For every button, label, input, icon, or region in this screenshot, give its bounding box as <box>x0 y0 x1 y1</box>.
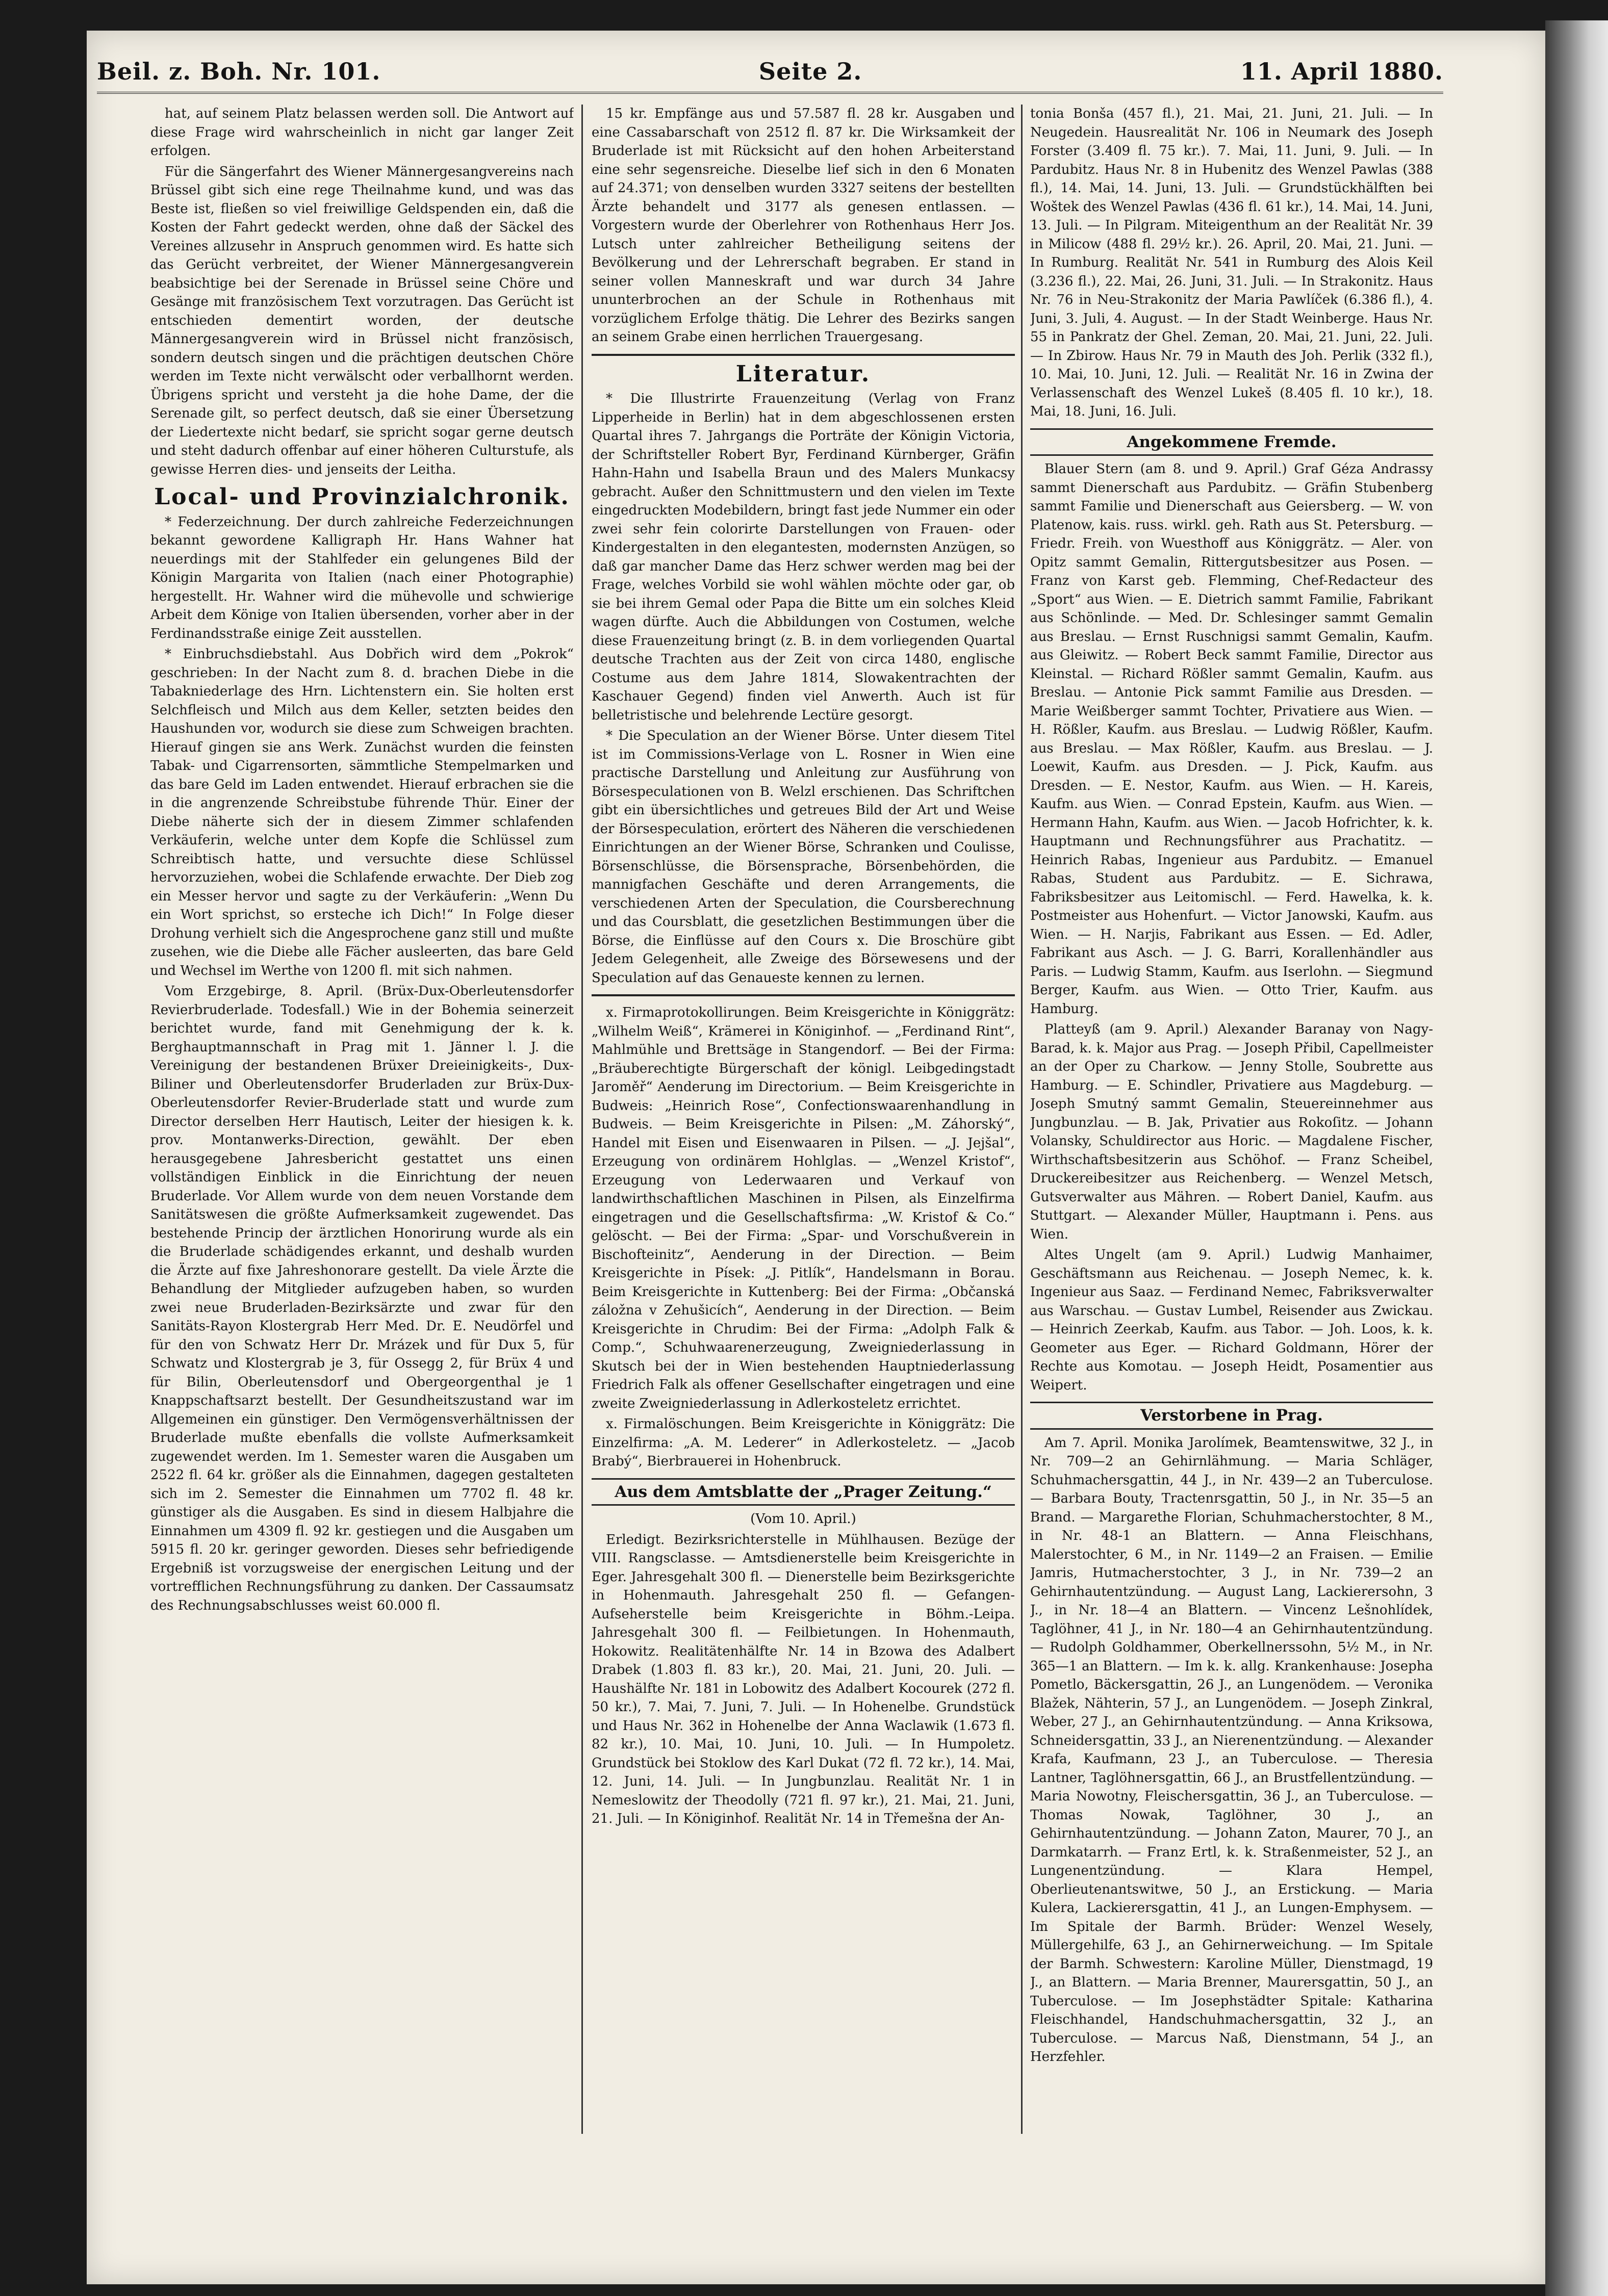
article-paragraph: x. Firmaprotokollirungen. Beim Kreisgerichte in Königgrätz: „Wilhelm Weiß“, Krämerei in Königinhof. — „Ferdinand Rint“, Mahlmühle und Brettsäge in Stangendorf. — Bei der Firma: „Bräuberechtigte Bürgerschaft der königl. Leibgedingstadt Jaroměř“ Aenderung im Directorium. — Beim Kreisgerichte in Budweis: „Heinrich Rose“, Confectionswaarenhandlung in Budweis. — Beim Kreisgerichte in Pilsen: „M. Záhorský“, Handel mit Eisen und Eisenwaaren in Pilsen. — „J. Jejšal“, Erzeugung von ordinärem Hohlglas. — „Wenzel Kristof“, Erzeugung von Lederwaaren und Verkauf von landwirthschaftlichen Maschinen in Pilsen, als Einzelfirma eingetragen und die Gesellschaftsfirma: „W. Kristof & Co.“ gelöscht. — Bei der Firma: „Spar- und Vorschußverein in Bischofteinitz“, Aenderung in der Direction. — Beim Kreisgerichte in Písek: „J. Pitlík“, Handelsmann in Borau. Beim Kreisgerichte in Kuttenberg: Bei der Firma: „Občanská záložna v Zehušicích“, Aenderung in der Direction. — Beim Kreisgerichte in Chrudim: Bei der Firma: „Adolph Falk & Comp.“, Schuhwaarenerzeugung, Zweigniederlassung in Skutsch bei der in Wien bestehenden Hauptniederlassung Friedrich Falk als offener Gesellschafter eingetragen und eine zweite Zweigniederlassung in Adlerkosteletz errichtet. <box>592 1005 1015 1411</box>
article-paragraph: Blauer Stern (am 8. und 9. April.) Graf Géza Andrassy sammt Dienerschaft aus Pardubitz. — Gräfin Stubenberg sammt Familie und Dienerschaft aus Geiersberg. — W. von Platenow, kais. russ. wirkl. geh. Rath aus St. Petersburg. — Friedr. Freih. von Wuesthoff aus Königgrätz. — Aler. von Opitz sammt Gemalin, Rittergutsbesitzer aus Posen. — Franz von Karst geb. Flemming, Chef-Redacteur des „Sport“ aus Wien. — E. Dietrich sammt Familie, Fabrikant aus Schönlinde. — Med. Dr. Schlesinger sammt Gemalin aus Breslau. — Ernst Ruschnigsi sammt Gemalin, Kaufm. aus Gleiwitz. — Robert Beck sammt Familie, Director aus Kleinstal. — Richard Rößler sammt Gemalin, Kaufm. aus Breslau. — Antonie Pick sammt Familie aus Dresden. — Marie Weißberger sammt Tochter, Privatiere aus Wien. — H. Rößler, Kaufm. aus Breslau. — Ludwig Rößler, Kaufm. aus Breslau. — Max Rößler, Kaufm. aus Breslau. — J. Loewit, Kaufm. aus Dresden. — J. Pick, Kaufm. aus Dresden. — E. Nestor, Kaufm. aus Wien. — H. Kareis, Kaufm. aus Wien. — Conrad Epstein, Kaufm. aus Wien. — Hermann Hahn, Kaufm. aus Wien. — Jacob Hofrichter, k. k. Hauptmann und Rechnungsführer aus Prachatitz. — Heinrich Rabas, Ingenieur aus Pardubitz. — Emanuel Rabas, Student aus Pardubitz. — E. Sichrawa, Fabriksbesitzer aus Leitomischl. — Ferd. Hawelka, k. k. Postmeister aus Hohenfurt. — Victor Janowski, Kaufm. aus Wien. — H. Narjis, Fabrikant aus Essen. — Ed. Adler, Fabrikant aus Asch. — J. G. Barri, Korallenhändler aus Paris. — Ludwig Stamm, Kaufm. aus Iserlohn. — Siegmund Berger, Kaufm. aus Wien. — Otto Trier, Kaufm. aus Hamburg. <box>1030 461 1433 1017</box>
column-3 <box>1030 105 1433 2134</box>
article-paragraph: Vom Erzgebirge, 8. April. (Brüx-Dux-Oberleutensdorfer Revierbruderlade. Todesfall.) Wie in der Bohemia seinerzeit berichtet wurde, fand mit Genehmigung der k. k. Berghauptmannschaft in Prag mit 1. Jänner l. J. die Vereinigung der bestandenen Brüxer Dreieinigkeits-, Dux-Biliner und Oberleutensdorfer Bruderladen zur Brüx-Dux-Oberleutensdorfer Revier-Bruderlade statt und wurde zum Director derselben Herr Hautisch, Leiter der hiesigen k. k. prov. Montanwerks-Direction, gewählt. Der eben herausgegebene Jahresbericht gestattet uns einen vollständigen Einblick in die Einrichtung der neuen Bruderlade. Vor Allem wurde von dem neuen Vorstande dem Sanitätswesen die größte Aufmerksamkeit zugewendet. Das bestehende Princip der ärztlichen Honorirung wurde als ein die Bruderlade schädigendes erkannt, und deshalb wurden die Ärzte auf fixe Jahreshonorare gestellt. Da viele Ärzte die Behandlung der Mitglieder aufzugeben haben, so wurden zwei neue Bruderladen-Bezirksärzte und zwar für den Sanitäts-Rayon Klostergrab Herr Med. Dr. E. Neudörfel und für den von Schwatz Herr Dr. Mrázek und für Dux 5, für Schwatz und Klostergrab je 3, für Ossegg 2, für Brüx 4 und für Bilin, Oberleutensdorf und Obergeorgenthal je 1 Knappschaftsarzt bestellt. Der Gesundheitszustand war im Allgemeinen ein günstiger. Den Vermögensverhältnissen der Bruderlade mußte ebenfalls die vollste Aufmerksamkeit zugewendet werden. Im 1. Semester waren die Ausgaben um 2522 fl. 64 kr. größer als die Einnahmen, dagegen gestalteten sich im 2. Semester die Einnahmen um 7702 fl. 48 kr. günstiger als die Ausgaben. Es sind in diesem Halbjahre die Einnahmen um 4309 fl. 92 kr. gestiegen und die Ausgaben um 5915 fl. 20 kr. geringer geworden. Dieses sehr befriedigende Ergebniß ist vorzugsweise der energischen Leitung und der vortrefflichen Rechnungsführung zu danken. Der Cassaumsatz des Rechnungsabschlusses weist 60.000 fl. <box>150 984 574 1613</box>
divider <box>592 994 1015 996</box>
header-issue: Beil. z. Boh. Nr. 101. <box>97 58 381 85</box>
article-paragraph: Platteyß (am 9. April.) Alexander Baranay von Nagy-Barad, k. k. Major aus Prag. — Joseph Přibil, Capellmeister an der Oper zu Charkow. — Jenny Stolle, Soubrette aus Hamburg. — E. Schindler, Privatiere aus Magdeburg. — Joseph Smutný sammt Gemalin, Steuereinnehmer aus Jungbunzlau. — B. Jak, Privatier aus Rokoſitz. — Johann Volansky, Schuldirector aus Horic. — Magdalene Fischer, Wirthschaftsbesitzerin aus Schöhof. — Franz Scheibel, Druckereibesitzer aus Reichenberg. — Wenzel Metsch, Gutsverwalter aus Mähren. — Robert Daniel, Kaufm. aus Stuttgart. — Alexander Müller, Hauptmann i. Pens. aus Wien. <box>1030 1022 1433 1242</box>
article-paragraph: Erledigt. Bezirksrichterstelle in Mühlhausen. Bezüge der VIII. Rangsclasse. — Amtsdienerstelle beim Kreisgerichte in Eger. Jahresgehalt 300 fl. — Dienerstelle beim Bezirksgerichte in Hohenmauth. Jahresgehalt 250 fl. — Gefangen-Aufseherstelle beim Kreisgerichte in Böhm.-Leipa. Jahresgehalt 300 fl. — Feilbietungen. In Hohenmauth, Hokowitz. Realitätenhälfte Nr. 14 in Bzowa des Adalbert Drabek (1.803 fl. 83 kr.), 20. Mai, 21. Juni, 20. Juli. — Haushälfte Nr. 181 in Lobowitz des Adalbert Kocourek (272 fl. 50 kr.), 7. Mai, 7. Juni, 7. Juli. — In Hohenelbe. Grundstück und Haus Nr. 362 in Hohenelbe der Anna Waclawik (1.673 fl. 82 kr.), 10. Mai, 10. Juni, 10. Juli. — In Humpoletz. Grundstück bei Stoklow des Karl Dukat (72 fl. 72 kr.), 14. Mai, 12. Juni, 14. Juli. — In Jungbunzlau. Realität Nr. 1 in Nemeslowitz der Theodolly (721 fl. 97 kr.), 21. Mai, 21. Juni, 21. Juli. — In Königinhof. Realität Nr. 14 in Třemešna der An- <box>592 1532 1015 1826</box>
divider <box>592 354 1015 356</box>
article-paragraph: Altes Ungelt (am 9. April.) Ludwig Manhaimer, Geschäftsmann aus Reichenau. — Joseph Nemec, k. k. Ingenieur aus Saaz. — Ferdinand Nemec, Fabriksverwalter aus Warschau. — Gustav Lumbel, Reisender aus Zwickau. — Heinrich Zeerkab, Kaufm. aus Tabor. — Joh. Loos, k. k. Geometer aus Eger. — Richard Goldmann, Hörer der Rechte aus Komotau. — Joseph Heidt, Posamentier aus Weipert. <box>1030 1247 1433 1393</box>
column-2 <box>592 105 1015 2134</box>
article-paragraph: hat, auf seinem Platz belassen werden soll. Die Antwort auf diese Frage wird wahrscheinlich in nicht gar langer Zeit erfolgen. <box>150 106 574 159</box>
article-paragraph: * Federzeichnung. Der durch zahlreiche Federzeichnungen bekannt gewordene Kalligraph Hr. Hans Wahner hat neuerdings mit der Stahlfeder ein gelungenes Bild der Königin Margarita von Italien (nach einer Photographie) hergestellt. Hr. Wahner wird die mühevolle und schwierige Arbeit dem Könige von Italien übersenden, vorher aber in der Ferdinandsstraße einige Zeit ausstellen. <box>150 514 574 641</box>
article-paragraph: * Die Illustrirte Frauenzeitung (Verlag von Franz Lipperheide in Berlin) hat in dem abgeschlossenen ersten Quartal ihres 7. Jahrgangs die Porträte der Königin Victoria, der Schriftsteller Robert Byr, Ferdinand Kürnberger, Gräfin Hahn-Hahn und Isabella Braun und des Malers Munkacsy gebracht. Außer den Schnittmustern und den vielen im Texte eingedruckten Modebildern, bringt fast jede Nummer ein oder zwei sehr fein colorirte Darstellungen von Frauen- oder Kindergestalten in den elegantesten, modernsten Anzügen, so daß gar mancher Dame das Herz schwer werden mag bei der Frage, welches Vorbild sie wohl wählen möchte oder gar, ob sie bei ihrem Gemal oder Papa die Bitte um ein solches Kleid wagen dürfte. Auch die Abbildungen von Costumen, welche diese Frauenzeitung bringt (z. B. in dem vorliegenden Quartal deutsche Trachten aus der Zeit von circa 1480, englische Costume aus dem Jahre 1814, Slowakentrachten der Kaschauer Gegend) finden viel Anwerth. Auch ist für belletristische und belehrende Lectüre gesorgt. <box>592 391 1015 723</box>
section-box-heading: Aus dem Amtsblatte der „Prager Zeitung.“ <box>592 1478 1015 1506</box>
section-heading: Local- und Provinzialchronik. <box>154 484 570 510</box>
page-header <box>97 51 1443 94</box>
article-paragraph: Am 7. April. Monika Jarolímek, Beamtenswitwe, 32 J., in Nr. 709—2 an Gehirnlähmung. — Maria Schläger, Schuhmachersgattin, 44 J., in Nr. 439—2 an Tuberculose. — Barbara Bouty, Tractenrsgattin, 50 J., in Nr. 35—5 an Brand. — Margarethe Florian, Schuhmacherstochter, 8 M., in Nr. 48-1 an Blattern. — Anna Fleischhans, Malerstochter, 6 M., in Nr. 1149—2 an Fraisen. — Emilie Jamris, Hutmacherstochter, 3 J., in Nr. 739—2 an Gehirnhautentzündung. — August Lang, Lackierersohn, 3 J., in Nr. 18—4 an Blattern. — Vincenz Lešnohlídek, Taglöhner, 41 J., in Nr. 180—4 an Gehirnhautentzündung. — Rudolph Goldhammer, Oberkellnerssohn, 5½ M., in Nr. 365—1 an Blattern. — Im k. k. allg. Krankenhause: Josepha Pometlo, Bäckersgattin, 26 J., an Lungenödem. — Veronika Blažek, Nähterin, 57 J., an Lungenödem. — Joseph Zinkral, Weber, 27 J., an Gehirnhautentzündung. — Anna Kriksowa, Schneidersgattin, 33 J., an Nierenentzündung. — Alexander Krafa, Kaufmann, 23 J., an Tuberculose. — Theresia Lantner, Taglöhnersgattin, 66 J., an Brustfellentzündung. — Maria Nowotny, Fleischersgattin, 36 J., an Tuberculose. — Thomas Nowak, Taglöhner, 30 J., an Gehirnhautentzündung. — Johann Zaton, Maurer, 70 J., an Darmkatarrh. — Franz Ertl, k. k. Straßenmeister, 52 J., an Lungenentzündung. — Klara Hempel, Oberlieutenantswitwe, 50 J., an Erstickung. — Maria Kulera, Lackierersgattin, 41 J., an Lungen-Emphysem. — Im Spitale der Barmh. Brüder: Wenzel Wesely, Müllergehilfe, 63 J., an Gehirnerweichung. — Im Spitale der Barmh. Schwestern: Karoline Müller, Dienstmagd, 19 J., an Blattern. — Maria Brenner, Maurersgattin, 50 J., an Tuberculose. — Im Josephstädter Spitale: Katharina Fleischhandel, Handschuhmachersgattin, 32 J., an Tuberculose. — Marcus Naß, Dienstmann, 54 J., an Herzfehler. <box>1030 1435 1433 2065</box>
article-paragraph: x. Firmalöschungen. Beim Kreisgerichte in Königgrätz: Die Einzelfirma: „A. M. Lederer“ in Adlerkosteletz. — „Jacob Brabý“, Bierbrauerei in Hohenbruck. <box>592 1416 1015 1469</box>
article-paragraph: * Einbruchsdiebstahl. Aus Dobřich wird dem „Pokrok“ geschrieben: In der Nacht zum 8. d. brachen Diebe in die Tabakniederlage des Hrn. Lichtenstern ein. Sie holten erst Selchfleisch und Milch aus dem Keller, setzten beides den Haushunden vor, wodurch sie diese zum Schweigen brachten. Hierauf gingen sie ans Werk. Zunächst wurden die feinsten Tabak- und Cigarrensorten, sämmtliche Stempelmarken und das bare Geld im Laden entwendet. Hierauf erbrachen sie die in die angrenzende Schreibstube führende Thür. Einer der Diebe näherte sich der in diesem Zimmer schlafenden Verkäuferin, welche unter dem Kopfe die Schlüssel zum Schreibtisch hatte, und versuchte diese Schlüssel hervorzuziehen, wobei die Schlafende erwachte. Der Dieb zog ein Messer hervor und sagte zu der Verkäuferin: „Wenn Du ein Wort sprichst, so ersteche ich Dich!“ In Folge dieser Drohung verhielt sich die Angesprochene ganz still und mußte zusehen, wie die Diebe alle Fächer ausleerten, das bare Geld und Wechsel im Werthe von 1200 fl. mit sich nahmen. <box>150 647 574 978</box>
article-paragraph: * Die Speculation an der Wiener Börse. Unter diesem Titel ist im Commissions-Verlage von L. Rosner in Wien eine practische Darstellung und Anleitung zur Ausführung von Börsespeculationen von B. Welzl erschienen. Das Schriftchen gibt ein übersichtliches und getreues Bild der Art und Weise der Börsespeculation, erörtert des Näheren die verschiedenen Einrichtungen an der Wiener Börse, Schranken und Coulisse, Börsenschlüsse, die Börsensprache, Börsenbehörden, die mannigfachen Geschäfte und deren Arrangements, die verschiedenen Arten der Speculation, die Coursberechnung und das Coursblatt, die gesetzlichen Bestimmungen über die Börse, die Einflüsse auf den Cours x. Die Broschüre gibt Jedem Gelegenheit, alle Zweige des Börsewesens und der Speculation auf das Genaueste kennen zu lernen. <box>592 728 1015 986</box>
article-paragraph: Für die Sängerfahrt des Wiener Männergesangvereins nach Brüssel gibt sich eine rege Theilnahme kund, und was das Beste ist, fließen so viel freiwillige Geldspenden ein, daß die Kosten der Fahrt gedeckt werden, ohne daß der Säckel des Vereines allzusehr in Anspruch genommen wird. Es hatte sich das Gerücht verbreitet, der Wiener Männergesangverein beabsichtige bei der Serenade in Brüssel seine Chöre und Gesänge mit französischem Text vorzutragen. Das Gerücht ist entschieden dementirt worden, der deutsche Männergesangverein wird in Brüssel nicht französisch, sondern deutsch singen und die prächtigen deutschen Chöre werden im Texte nicht verwälscht oder verballhornt werden. Übrigens spricht und versteht ja die hohe Dame, der die Serenade gilt, so perfect deutsch, daß sie einer Übersetzung der Liedertexte nicht bedarf, sie spricht sogar gerne deutsch und steht dadurch offenbar auf einer höheren Culturstufe, als gewisse Herren dies- und jenseits der Leitha. <box>150 164 574 477</box>
header-date: 11. April 1880. <box>1240 58 1443 85</box>
article-paragraph: tonia Bonša (457 fl.), 21. Mai, 21. Juni, 21. Juli. — In Neugedein. Hausrealität Nr. 106 in Neumark des Joseph Forster (3.409 fl. 75 kr.). 7. Mai, 11. Juni, 9. Juli. — In Pardubitz. Haus Nr. 8 in Hubenitz des Wenzel Pawlas (388 fl.), 14. Mai, 14. Juni, 13. Juli. — Grundstückhälften bei Woštek des Wenzel Pawlas (436 fl. 61 kr.), 14. Mai, 14. Juni, 13. Juli. — In Pilgram. Miteigenthum an der Realität Nr. 39 in Milicow (488 fl. 29½ kr.). 26. April, 20. Mai, 21. Juni. — In Rumburg. Realität Nr. 541 in Rumburg des Alois Keil (3.236 fl.), 22. Mai, 26. Juni, 31. Juli. — In Strakonitz. Haus Nr. 76 in Neu-Strakonitz der Maria Pawlíček (6.386 fl.), 4. Juni, 3. Juli, 4. August. — In der Stadt Weinberge. Haus Nr. 55 in Pankratz der Ghel. Zeman, 20. Mai, 21. Juni, 22. Juli. — In Zbirow. Haus Nr. 79 in Mauth des Joh. Perlik (332 fl.), 10. Mai, 10. Juni, 12. Juli. — Realität Nr. 16 in Zwina der Verlassenschaft des Wenzel Lukeš (8.405 fl. 10 kr.), 18. Mai, 18. Juni, 16. Juli. <box>1030 106 1433 419</box>
article-paragraph: 15 kr. Empfänge aus und 57.587 fl. 28 kr. Ausgaben und eine Cassabarschaft von 2512 fl. 87 kr. Die Wirksamkeit der Bruderlade ist mit Rücksicht auf den hohen Arbeiterstand eine sehr segensreiche. Dieselbe lief sich in den 6 Monaten auf 24.371; von denselben wurden 3327 seitens der bestellten Ärzte behandelt und 3177 als genesen entlassen. — Vorgestern wurde der Oberlehrer von Rothenhaus Herr Jos. Lutsch unter zahlreicher Betheiligung seitens der Bevölkerung und der Lehrerschaft begraben. Er stand in seiner vollen Manneskraft und war durch 34 Jahre ununterbrochen an der Schule in Rothenhaus mit vorzüglichem Erfolge thätig. Die Lehrer des Bezirks sangen an seinem Grabe einen herrlichen Trauergesang. <box>592 106 1015 345</box>
column-rule-1 <box>581 105 583 2134</box>
section-box-heading: Verstorbene in Prag. <box>1030 1402 1433 1430</box>
section-subheading: (Vom 10. April.) <box>750 1511 856 1527</box>
section-heading: Literatur. <box>735 360 871 387</box>
section-box-heading: Angekommene Fremde. <box>1030 428 1433 456</box>
column-1 <box>150 105 574 2134</box>
header-page-number: Seite 2. <box>758 58 862 85</box>
page-edge-shadow <box>1545 20 1608 2296</box>
column-rule-2 <box>1021 105 1023 2134</box>
